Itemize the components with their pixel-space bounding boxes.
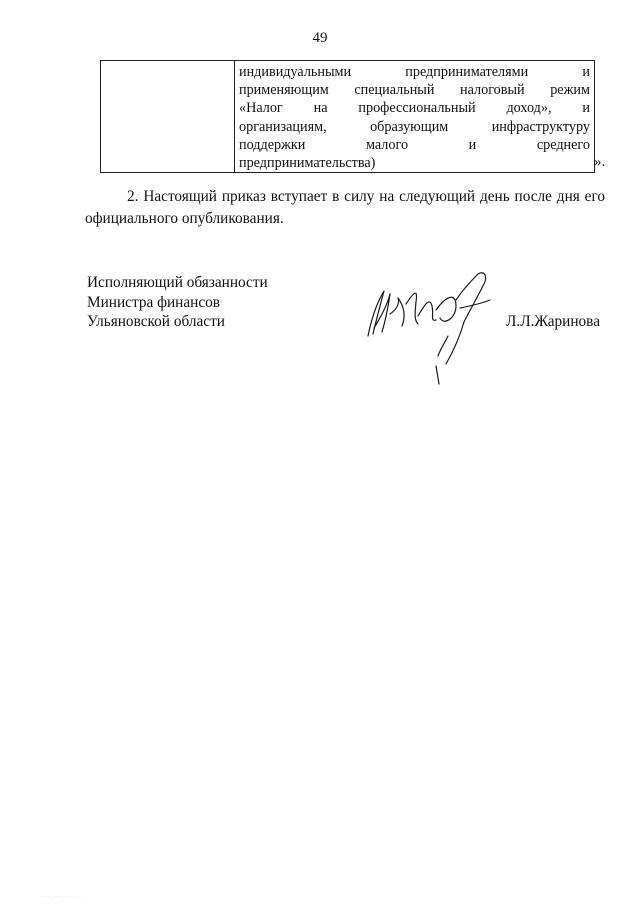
table-cell-empty <box>101 61 235 173</box>
word: специальный <box>354 82 435 99</box>
signatory-line: Исполняющий обязанности <box>87 274 268 291</box>
word: предпринимателями <box>405 64 529 80</box>
footer-mark: ··· ··· ··· ·· <box>42 894 83 900</box>
signatory-line: Министра финансов <box>87 293 221 311</box>
word: поддержки <box>239 136 306 153</box>
word: доход», <box>506 100 552 117</box>
table-line <box>239 81 590 99</box>
table-line <box>239 63 590 81</box>
word: «Налог <box>239 100 283 117</box>
signer-name: Л.Л.Жаринова <box>506 313 600 330</box>
word: и <box>468 136 477 153</box>
table-fragment <box>100 60 595 173</box>
table-line <box>239 118 590 136</box>
signatory-line: Ульяновской области <box>87 313 225 330</box>
word: инфраструктуру <box>491 118 590 135</box>
word: налоговый <box>460 82 525 99</box>
word: и <box>582 100 590 117</box>
word: среднего <box>536 136 590 153</box>
closing-quote: ». <box>594 154 606 170</box>
word: предпринимательства) <box>239 155 376 172</box>
table-line <box>239 136 590 154</box>
word: организациям, <box>239 118 327 135</box>
table-cell-text <box>235 61 595 173</box>
word: и <box>582 64 590 80</box>
page-number: 49 <box>312 30 328 46</box>
word: профессиональный <box>358 100 476 117</box>
word: индивидуальными <box>239 64 352 80</box>
word: применяющим <box>239 82 329 99</box>
handwritten-signature <box>360 266 500 396</box>
word: малого <box>366 136 409 153</box>
table-line <box>239 154 590 172</box>
word: образующим <box>370 118 449 135</box>
word: режим <box>550 82 590 99</box>
paragraph-2: 2. Настоящий приказ вступает в силу на следующий день после дня его официального опубликования. <box>85 188 605 227</box>
table-line <box>239 99 590 117</box>
signatory-block <box>87 273 268 332</box>
word: на <box>313 100 328 117</box>
